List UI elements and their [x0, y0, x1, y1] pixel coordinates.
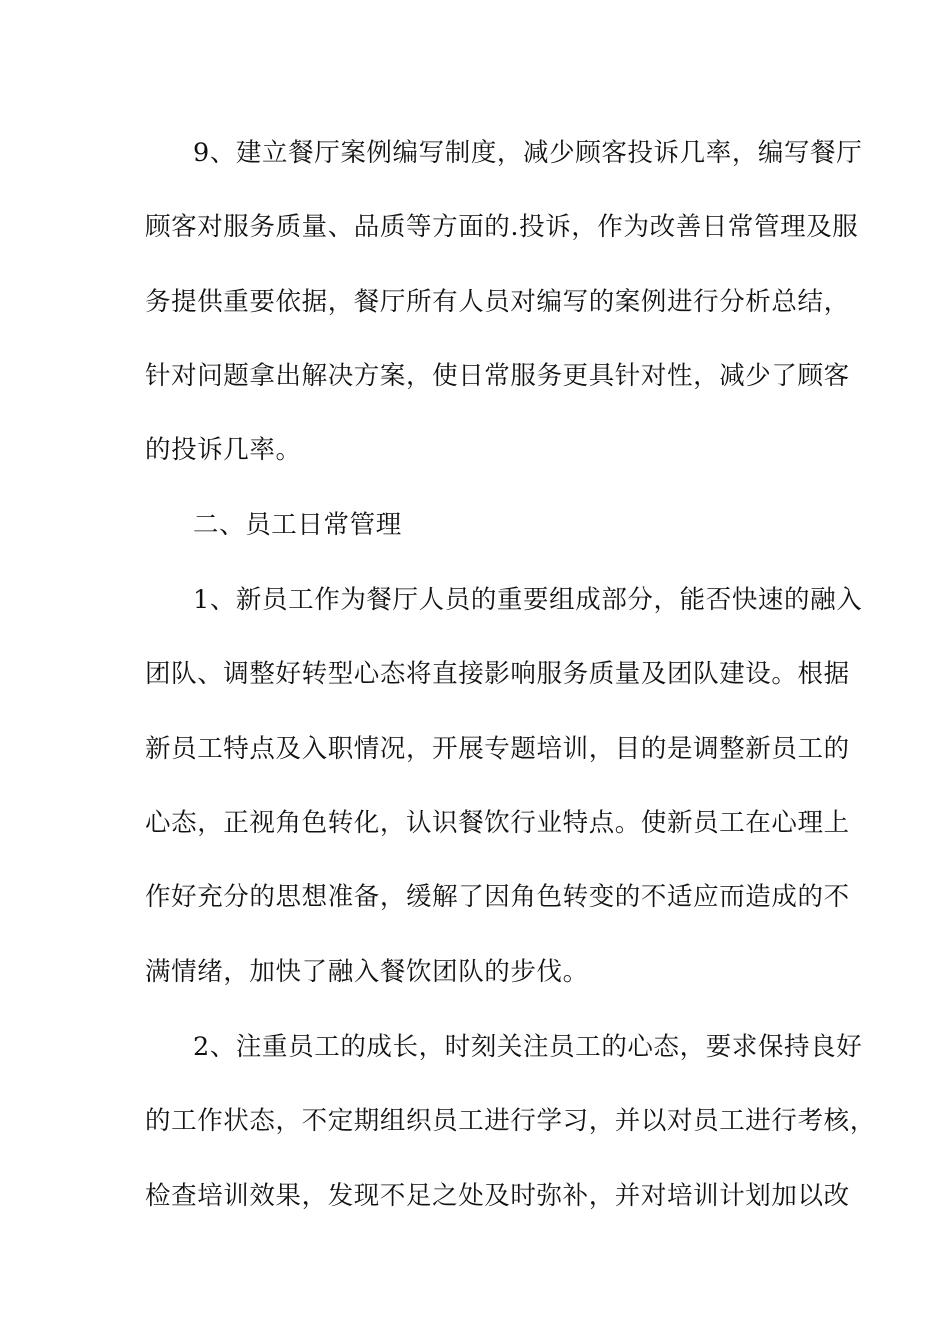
paragraph-9-line-4: 针对问题拿出解决方案，使日常服务更具针对性，减少了顾客: [145, 361, 850, 391]
paragraph-2-line-3: 检查培训效果，发现不足之处及时弥补，并对培训计划加以改: [145, 1181, 850, 1211]
paragraph-1-line-2: 团队、调整好转型心态将直接影响服务质量及团队建设。根据: [145, 659, 850, 689]
paragraph-9-line-1: 9、建立餐厅案例编写制度，减少顾客投诉几率，编写餐厅: [193, 138, 863, 168]
paragraph-1-line-5: 作好充分的思想准备，缓解了因角色转变的不适应而造成的不: [145, 882, 850, 912]
section-heading: 二、员工日常管理: [193, 510, 402, 540]
paragraph-2-line-2: 的工作状态，不定期组织员工进行学习，并以对员工进行考核，: [145, 1106, 876, 1136]
paragraph-1-line-6: 满情绪，加快了融入餐饮团队的步伐。: [145, 957, 589, 987]
paragraph-1-line-3: 新员工特点及入职情况，开展专题培训，目的是调整新员工的: [145, 734, 850, 764]
paragraph-9-line-3: 务提供重要依据，餐厅所有人员对编写的案例进行分析总结，: [145, 287, 850, 317]
paragraph-2-line-1: 2、注重员工的成长，时刻关注员工的心态，要求保持良好: [193, 1032, 863, 1062]
paragraph-1-line-1: 1、新员工作为餐厅人员的重要组成部分，能否快速的融入: [193, 585, 863, 615]
paragraph-1-line-4: 心态，正视角色转化，认识餐饮行业特点。使新员工在心理上: [145, 808, 850, 838]
paragraph-9-line-5: 的投诉几率。: [145, 435, 302, 465]
paragraph-9-line-2: 顾客对服务质量、品质等方面的.投诉，作为改善日常管理及服: [145, 212, 859, 242]
